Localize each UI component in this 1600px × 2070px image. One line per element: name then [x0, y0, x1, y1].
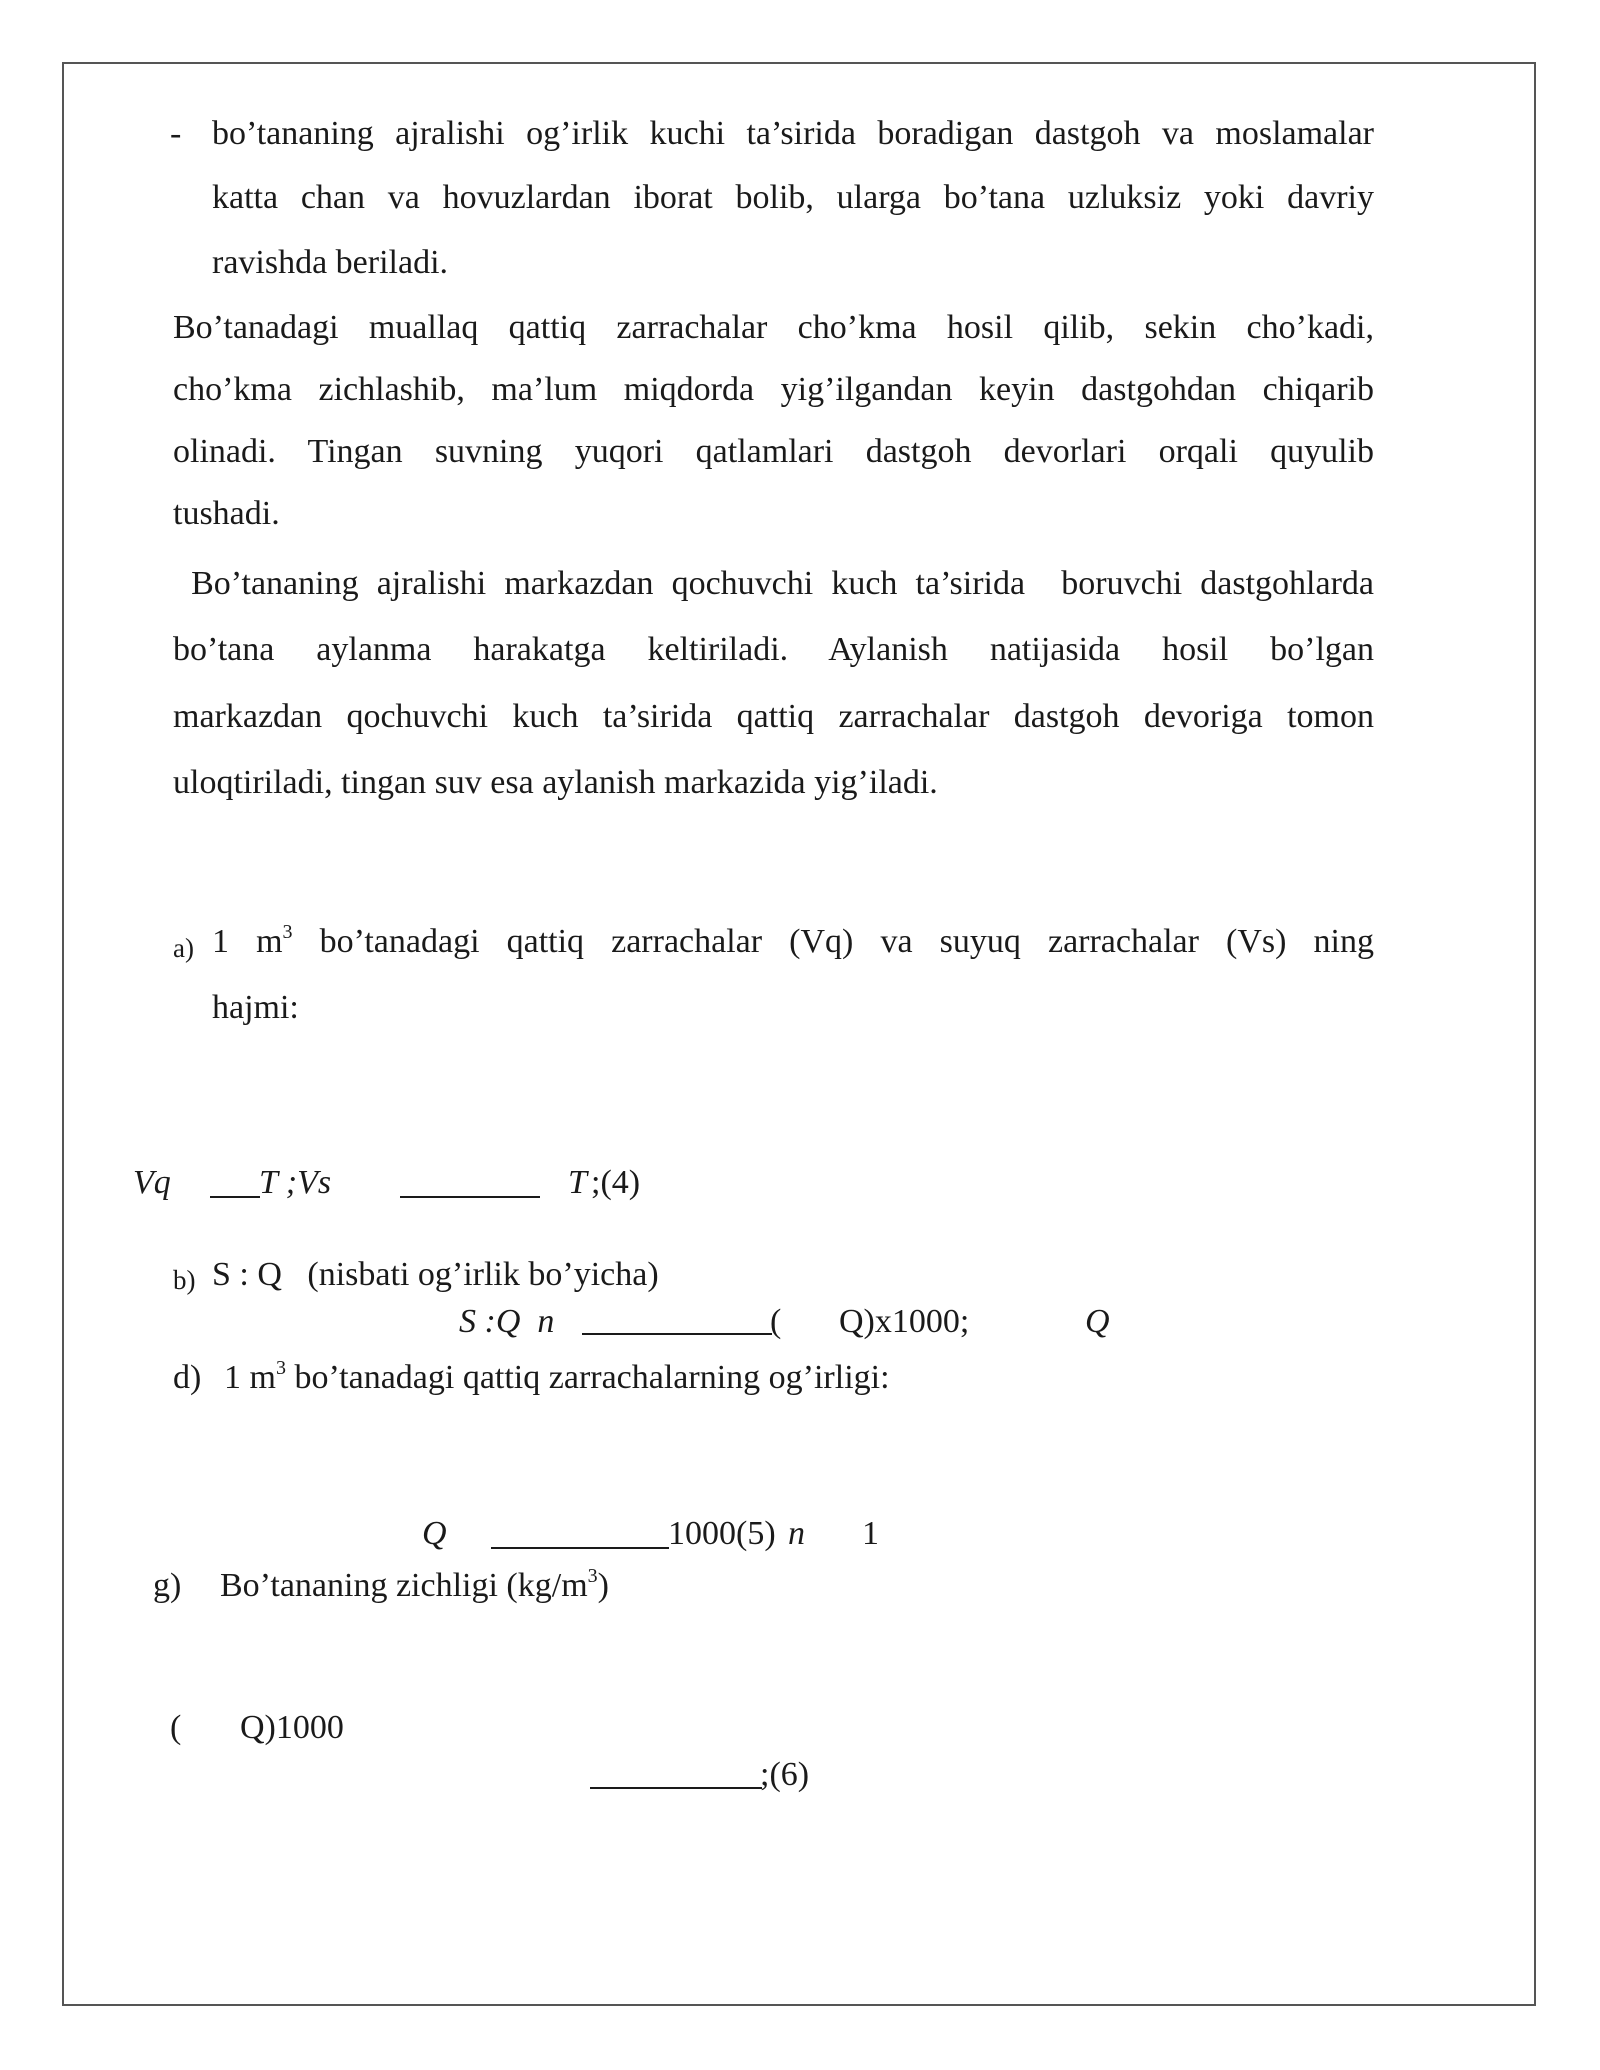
formula6-paren: ( [170, 1709, 182, 1746]
item-a-post: bo’tanadagi qattiq zarrachalar (Vq) va suyuq zarrachalar (Vs) ning [292, 923, 1374, 960]
item-a-pre: 1 m [212, 923, 283, 960]
para1-line-3: olinadi. Tingan suvning yuqori qatlamlari dastgoh devorlari orqali quyulib [173, 433, 1374, 470]
para1-line-1: Bo’tanadagi muallaq qattiq zarrachalar cho’kma hosil qilib, sekin cho’kadi, [173, 309, 1374, 346]
para1-line-4: tushadi. [173, 495, 280, 532]
item-d-label: d) [173, 1359, 202, 1396]
formula-b-lhs: S :Q n [459, 1303, 555, 1340]
para2-line-4: uloqtiriladi, tingan suv esa aylanish markazida yig’iladi. [173, 764, 938, 801]
formula4-vq: Vq [133, 1164, 171, 1201]
formula-b-q: Q)x1000; [839, 1303, 970, 1340]
formula5-mid: 1000(5) [668, 1515, 776, 1552]
item-g-sup: 3 [587, 1564, 598, 1587]
bullet-marker: - [170, 115, 182, 152]
item-g-post: ) [597, 1567, 609, 1604]
item-g-label: g) [153, 1567, 182, 1604]
item-d-pre: 1 m [224, 1359, 276, 1396]
formula4-fraction-bar-2 [400, 1196, 540, 1198]
para1-line-2: cho’kma zichlashib, ma’lum miqdorda yig’ilgandan keyin dastgohdan chiqarib [173, 371, 1374, 408]
formula5-one: 1 [862, 1515, 879, 1552]
para2-line-2: bo’tana aylanma harakatga keltiriladi. Aylanish natijasida hosil bo’lgan [173, 631, 1374, 668]
item-a-label: a) [173, 933, 194, 963]
para2-line-1: Bo’tananing ajralishi markazdan qochuvchi kuch ta’sirida boruvchi dastgohlarda [173, 565, 1374, 602]
item-d-post: bo’tanadagi qattiq zarrachalarning og’irligi: [285, 1359, 890, 1396]
formula-b-q2: Q [1085, 1303, 1110, 1340]
formula5-q: Q [422, 1515, 447, 1552]
item-g-pre: Bo’tananing zichligi (kg/m [220, 1567, 588, 1604]
formula4-fraction-bar-1 [210, 1196, 260, 1198]
formula-b-paren: ( [770, 1303, 782, 1340]
item-b-text: S : Q (nisbati og’irlik bo’yicha) [212, 1256, 659, 1293]
bullet-line-3: ravishda beriladi. [212, 244, 449, 281]
item-d-text [224, 1358, 890, 1398]
formula5-n: n [788, 1515, 805, 1552]
para2-line-3: markazdan qochuvchi kuch ta’sirida qattiq zarrachalar dastgoh devoriga tomon [173, 698, 1374, 735]
formula4-t: T [568, 1164, 587, 1201]
bullet-line-2: katta chan va hovuzlardan iborat bolib, ularga bo’tana uzluksiz yoki davriy [212, 179, 1374, 216]
item-g-text [220, 1566, 609, 1606]
formula4-t-vs: T ;Vs [259, 1164, 332, 1201]
item-a-line-2: hajmi: [212, 989, 299, 1026]
formula6-q: Q)1000 [240, 1709, 344, 1746]
formula6-number: ;(6) [760, 1756, 810, 1793]
item-a-line-1 [212, 922, 1374, 962]
item-a-sup: 3 [282, 920, 293, 943]
formula4-number: ;(4) [591, 1164, 641, 1201]
formula6-fraction-bar [590, 1787, 762, 1789]
formula5-fraction-bar [491, 1547, 669, 1549]
item-d-sup: 3 [275, 1356, 286, 1379]
bullet-line-1: bo’tananing ajralishi og’irlik kuchi ta’sirida boradigan dastgoh va moslamalar [212, 115, 1374, 152]
formula-b-fraction-bar [582, 1333, 772, 1335]
item-b-label: b) [173, 1265, 196, 1295]
